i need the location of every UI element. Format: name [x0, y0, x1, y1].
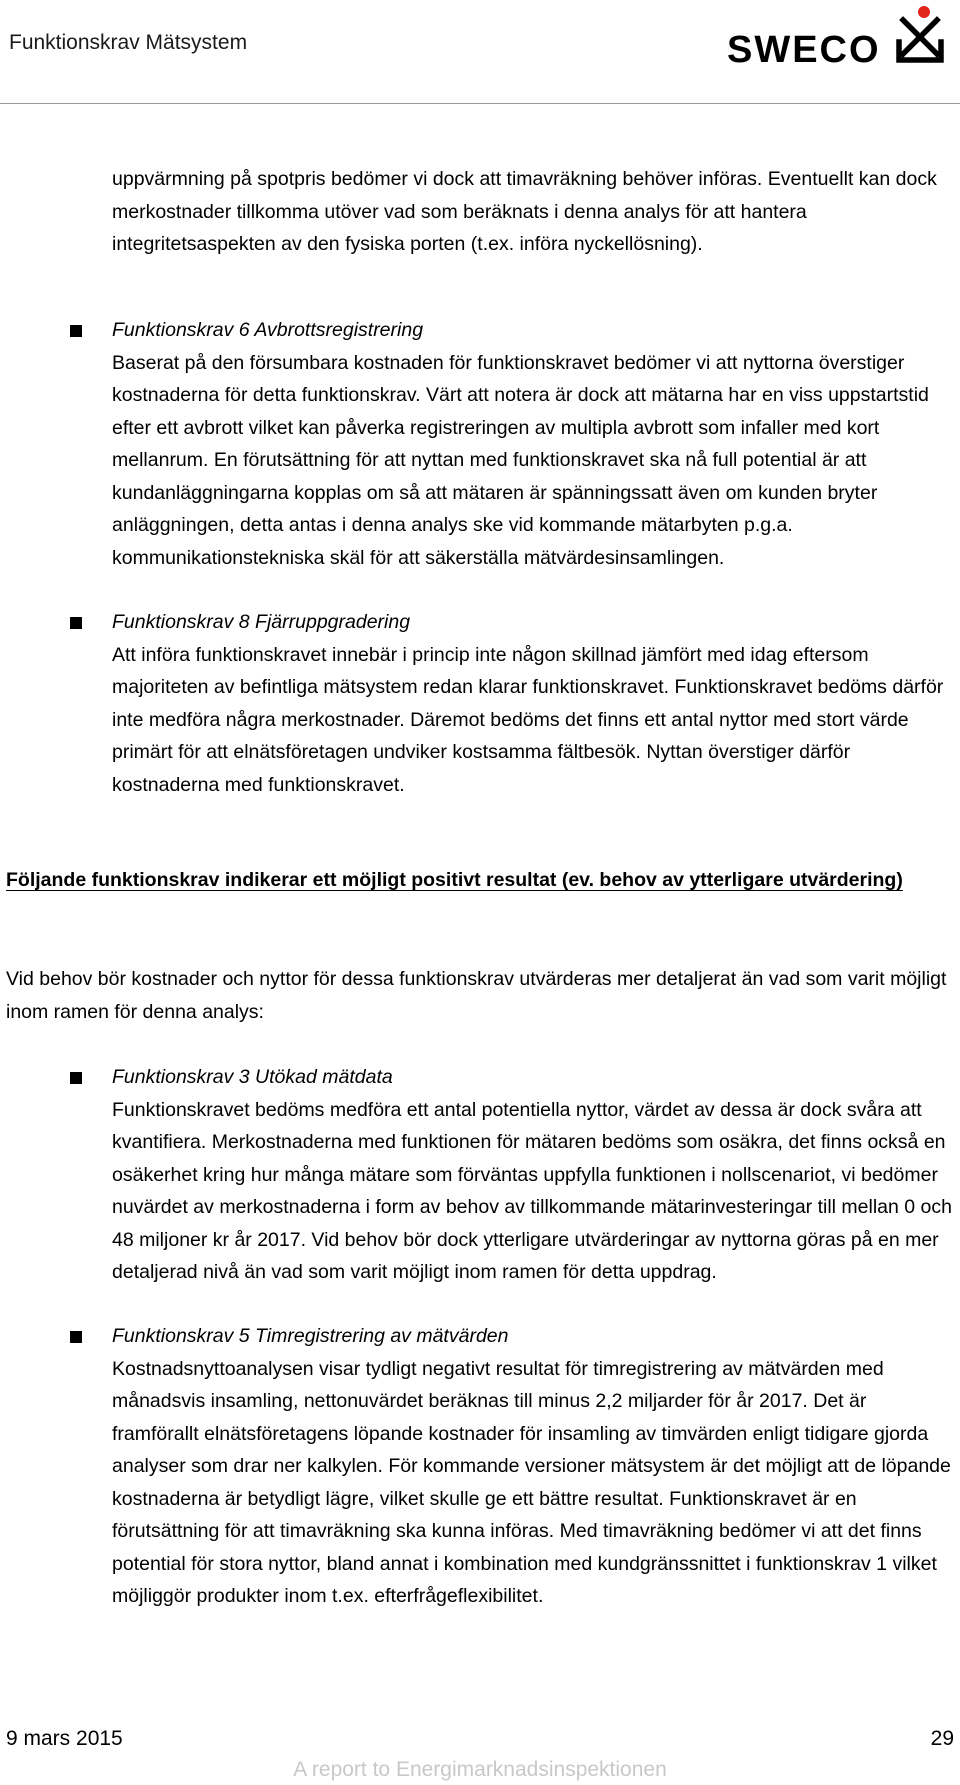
header-divider — [0, 103, 960, 104]
footer-note: A report to Energimarknadsinspektionen — [293, 1758, 667, 1781]
bullet-marker — [70, 325, 82, 337]
list-item-timregistrering — [112, 1320, 952, 1613]
list-item-body: Kostnadsnyttoanalysen visar tydligt negativt resultat för timregistrering av mätvärden med månadsvis insamling, nettonuvärdet beräknas till minus 2,2 miljarder för år 2017. Det är framförallt elnätsföretagens löpande kostnader för insamling av timvärden enligt tidigare gjorda analyser som drar ner kalkylen. För kommande versioner mätsystem är det möjligt att de löpande kostnaderna är betydligt lägre, vilket skulle ge ett bättre resultat. Funktionskravet är en förutsättning för att timavräkning ska kunna införas. Med timavräkning bedömer vi att det finns potential för stora nyttor, bland annat i kombination med kundgränssnittet i funktionskrav 1 vilket möjliggör produkter inom t.ex. efterfrågeflexibilitet. — [112, 1357, 951, 1607]
document-title: Funktionskrav Mätsystem — [9, 31, 248, 54]
list-item-body: Att införa funktionskravet innebär i princip inte någon skillnad jämfört med idag eftersom majoriteten av befintliga mätsystem redan klarar funktionskravet. Funktionskravet bedöms därför inte medföra några merkostnader. Däremot bedöms det finns ett antal nyttor med stort värde primärt för att elnätsföretagen undviker kostsamma fältbesök. Nyttan överstiger därför kostnaderna med funktionskravet. — [112, 643, 944, 796]
list-item-title: Funktionskrav 6 Avbrottsregistrering — [112, 319, 424, 341]
bullet-marker — [70, 1331, 82, 1343]
list-item-avbrottsregistrering — [112, 314, 952, 574]
list-item-title: Funktionskrav 5 Timregistrering av mätvärden — [112, 1325, 509, 1347]
sweco-logo — [727, 4, 957, 70]
page-header — [0, 0, 960, 104]
logo-dot — [918, 6, 930, 18]
bullet-marker — [70, 617, 82, 629]
list-item-title: Funktionskrav 3 Utökad mätdata — [112, 1066, 393, 1088]
list-item-title: Funktionskrav 8 Fjärruppgradering — [112, 611, 411, 633]
logo-mark — [899, 20, 941, 60]
page-number: 29 — [930, 1727, 954, 1750]
section-intro: Vid behov bör kostnader och nyttor för dessa funktionskrav utvärderas mer detaljerat än vad som varit möjligt inom ramen för denna analys: — [6, 968, 947, 1023]
list-item-utokad-matdata — [112, 1061, 952, 1289]
footer-date: 9 mars 2015 — [6, 1727, 123, 1750]
section-heading: Följande funktionskrav indikerar ett möjligt positivt resultat (ev. behov av ytterligare utvärdering) — [6, 869, 903, 891]
logo-wordmark: SWECO — [727, 29, 881, 70]
list-item-body: Baserat på den försumbara kostnaden för funktionskravet bedömer vi att nyttorna överstiger kostnaderna för detta funktionskrav. Värt att notera är dock att mätarna har en viss uppstartstid efter ett avbrott vilket kan påverka registreringen av multipla avbrott som infaller med kort mellanrum. En förutsättning för att nyttan med funktionskravet ska nå full potential är att kundanläggningarna kopplas om så att mätaren är spänningssatt även om kunden bryter anläggningen, detta antas i denna analys ske vid kommande mätarbyten p.g.a. kommunikationstekniska skäl för att säkerställa mätvärdesinsamlingen. — [112, 351, 929, 569]
list-item-body: Funktionskravet bedöms medföra ett antal potentiella nyttor, värdet av dessa är dock svåra att kvantifiera. Merkostnaderna med funktionen för mätaren bedöms som osäkra, det finns också en osäkerhet kring hur många mätare som förväntas uppfylla funktionen i nollscenariot, vi bedömer nuvärdet av merkostnaderna i form av behov av tillkommande mätarinvesteringar till mellan 0 och 48 miljoner kr år 2017. Vid behov bör dock ytterligare utvärderingar av nyttorna göras på en mer detaljerad nivå än vad som varit möjligt inom ramen för detta uppdrag. — [112, 1098, 952, 1283]
intro-continuation: uppvärmning på spotpris bedömer vi dock att timavräkning behöver införas. Eventuellt kan dock merkostnader tillkomma utöver vad som beräknats i denna analys för att hantera integritetsaspekten av den fysiska porten (t.ex. införa nyckellösning). — [112, 168, 937, 255]
list-item-fjarruppgradering — [112, 606, 952, 801]
bullet-marker — [70, 1072, 82, 1084]
